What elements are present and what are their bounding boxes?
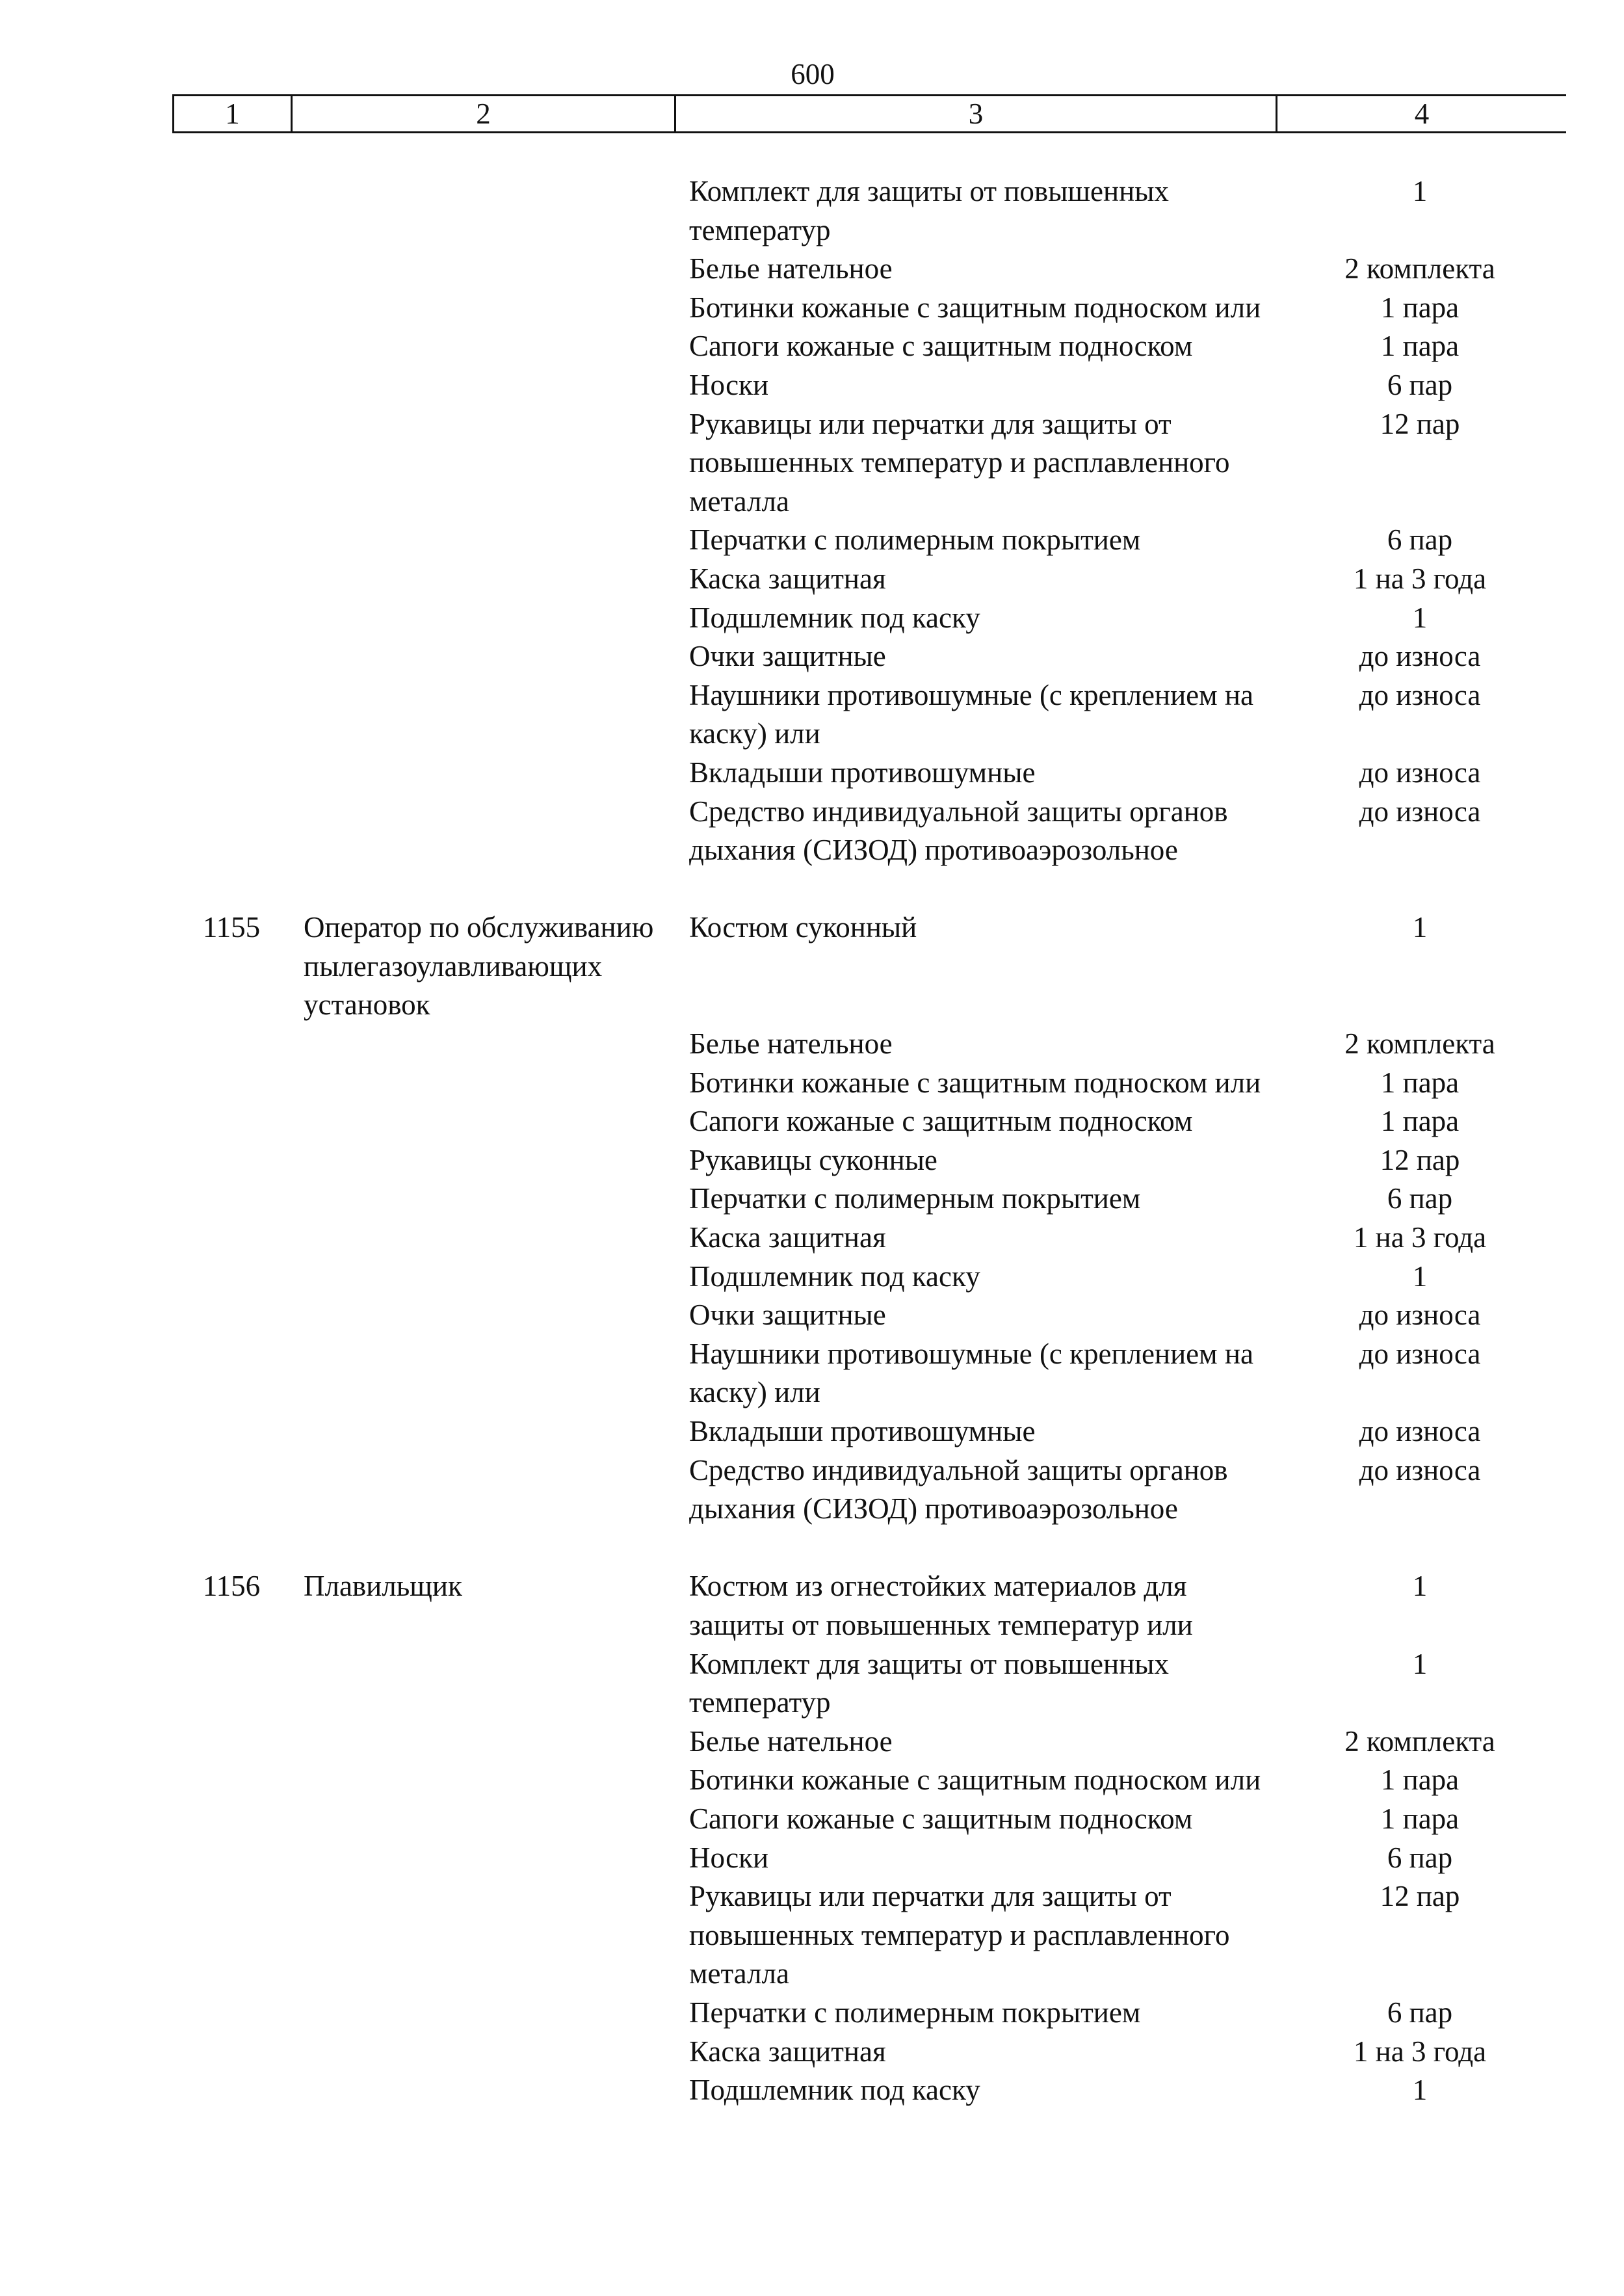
- table-row: [172, 1141, 1566, 1180]
- issue-norm: 2 комплекта: [1344, 252, 1495, 285]
- table-row: [172, 1877, 1566, 1994]
- table-row: [172, 1761, 1566, 1800]
- table-row: [172, 521, 1566, 560]
- ppe-item: Очки защитные: [689, 640, 886, 673]
- issue-norm: 12 пар: [1380, 1880, 1460, 1913]
- table-row: [172, 1102, 1566, 1141]
- issue-norm: 1 пара: [1380, 1763, 1460, 1797]
- ppe-item: Сапоги кожаные с защитным подноском: [689, 330, 1193, 363]
- ppe-item: Ботинки кожаные с защитным подноском или: [689, 291, 1261, 324]
- issue-norm: 2 комплекта: [1344, 1027, 1495, 1061]
- table-row: [172, 1722, 1566, 1762]
- issue-norm: 6 пар: [1387, 523, 1453, 557]
- issue-norm: до износа: [1359, 1453, 1481, 1486]
- issue-norm: до износа: [1359, 795, 1481, 828]
- table-row: [172, 250, 1566, 289]
- entry-number: 1155: [202, 911, 261, 944]
- issue-norm: до износа: [1359, 1299, 1481, 1332]
- issue-norm: 1 на 3 года: [1353, 562, 1487, 595]
- column-header-3: 3: [676, 96, 1277, 131]
- ppe-item: Белье нательное: [689, 1027, 893, 1061]
- ppe-item: Рукавицы или перчатки для защиты от повышенных температур и расплавленного металла: [689, 407, 1230, 518]
- table-row: [172, 327, 1566, 366]
- ppe-item: Костюм из огнестойких материалов для защиты от повышенных температур или: [689, 1570, 1193, 1641]
- table-row: [172, 1800, 1566, 1839]
- issue-norm: 12 пар: [1380, 407, 1460, 440]
- ppe-item: Костюм суконный: [689, 911, 917, 944]
- profession-name: Плавильщик: [304, 1570, 462, 1603]
- table-row: [172, 405, 1566, 521]
- ppe-item: Подшлемник под каску: [689, 601, 980, 634]
- ppe-item: Каска защитная: [689, 562, 886, 595]
- table-header: [172, 94, 1566, 133]
- issue-norm: 2 комплекта: [1344, 1724, 1495, 1758]
- issue-norm: до износа: [1359, 1337, 1481, 1370]
- issue-norm: до износа: [1359, 756, 1481, 789]
- issue-norm: 1 на 3 года: [1353, 2035, 1487, 2068]
- issue-norm: 1: [1412, 1647, 1428, 1680]
- table-row: [172, 1451, 1566, 1529]
- ppe-item: Сапоги кожаные с защитным подноском: [689, 1802, 1193, 1835]
- issue-norm: до износа: [1359, 1415, 1481, 1447]
- issue-norm: 12 пар: [1380, 1143, 1460, 1176]
- entry-number: 1156: [202, 1570, 261, 1603]
- issue-norm: 1: [1412, 175, 1428, 207]
- ppe-item: Очки защитные: [689, 1299, 886, 1332]
- ppe-item: Наушники противошумные (с креплением на каску) или: [689, 1337, 1253, 1409]
- ppe-item: Средство индивидуальной защиты органов дыхания (СИЗОД) противоаэрозольное: [689, 795, 1228, 867]
- issue-norm: 1 пара: [1380, 330, 1460, 363]
- table-row: [172, 2071, 1566, 2110]
- ppe-item: Подшлемник под каску: [689, 1260, 980, 1293]
- table-row: [172, 1064, 1566, 1103]
- table-row: [172, 908, 1566, 1025]
- ppe-item: Рукавицы суконные: [689, 1143, 937, 1176]
- table-row: [172, 1412, 1566, 1451]
- page-number: 600: [791, 58, 835, 90]
- table-row: [172, 1025, 1566, 1064]
- table-body: [172, 172, 1566, 2110]
- ppe-item: Перчатки с полимерным покрытием: [689, 523, 1141, 557]
- table-row: [172, 1335, 1566, 1412]
- issue-norm: 6 пар: [1387, 368, 1453, 401]
- ppe-item: Комплект для защиты от повышенных температур: [689, 175, 1169, 246]
- table-row: [172, 560, 1566, 599]
- ppe-item: Подшлемник под каску: [689, 2074, 980, 2107]
- table-row: [172, 1839, 1566, 1878]
- ppe-item: Перчатки с полимерным покрытием: [689, 1996, 1141, 2029]
- table-row: [172, 754, 1566, 793]
- ppe-item: Вкладыши противошумные: [689, 756, 1036, 789]
- ppe-item: Носки: [689, 1841, 769, 1874]
- issue-norm: 1 пара: [1380, 1105, 1460, 1138]
- issue-norm: 6 пар: [1387, 1996, 1453, 2029]
- ppe-item: Перчатки с полимерным покрытием: [689, 1182, 1141, 1215]
- table-row: [172, 366, 1566, 405]
- issue-norm: 1: [1412, 911, 1428, 944]
- issue-norm: 1: [1412, 601, 1428, 634]
- issue-norm: 1: [1412, 1260, 1428, 1293]
- ppe-item: Комплект для защиты от повышенных температур: [689, 1647, 1169, 1719]
- column-header-4: 4: [1414, 98, 1430, 130]
- ppe-item: Ботинки кожаные с защитным подноском или: [689, 1066, 1261, 1099]
- table-row: [172, 599, 1566, 638]
- issue-norm: 1 пара: [1380, 1802, 1460, 1835]
- issue-norm: 1 пара: [1380, 1066, 1460, 1099]
- ppe-item: Сапоги кожаные с защитным подноском: [689, 1105, 1193, 1138]
- table-row: [172, 289, 1566, 328]
- ppe-item: Вкладыши противошумные: [689, 1415, 1036, 1447]
- ppe-item: Белье нательное: [689, 252, 893, 285]
- issue-norm: 6 пар: [1387, 1182, 1453, 1215]
- table-row: [172, 172, 1566, 250]
- column-header-1: 1: [174, 96, 293, 131]
- column-header-2: 2: [293, 96, 676, 131]
- issue-norm: 1 пара: [1380, 291, 1460, 324]
- ppe-item: Каска защитная: [689, 1221, 886, 1254]
- issue-norm: до износа: [1359, 678, 1481, 711]
- issue-norm: 1: [1412, 2074, 1428, 2107]
- issue-norm: 1: [1412, 1570, 1428, 1603]
- table-row: [172, 1994, 1566, 2033]
- table-row: [172, 1219, 1566, 1258]
- ppe-item: Носки: [689, 368, 769, 401]
- ppe-item: Ботинки кожаные с защитным подноском или: [689, 1763, 1261, 1797]
- table-row: [172, 676, 1566, 754]
- table-row: [172, 1567, 1566, 1644]
- issue-norm: до износа: [1359, 640, 1481, 673]
- ppe-item: Наушники противошумные (с креплением на каску) или: [689, 678, 1253, 750]
- table-row: [172, 1258, 1566, 1297]
- ppe-item: Белье нательное: [689, 1724, 893, 1758]
- table-row: [172, 2033, 1566, 2072]
- ppe-item: Каска защитная: [689, 2035, 886, 2068]
- profession-name: Оператор по обслуживанию пылегазоулавливающих установок: [304, 911, 654, 1022]
- table-row: [172, 793, 1566, 870]
- ppe-item: Средство индивидуальной защиты органов дыхания (СИЗОД) противоаэрозольное: [689, 1453, 1228, 1525]
- table-row: [172, 1180, 1566, 1219]
- ppe-item: Рукавицы или перчатки для защиты от повышенных температур и расплавленного металла: [689, 1880, 1230, 1990]
- issue-norm: 6 пар: [1387, 1841, 1453, 1874]
- issue-norm: 1 на 3 года: [1353, 1221, 1487, 1254]
- table-row: [172, 637, 1566, 676]
- table-row: [172, 1645, 1566, 1722]
- table-row: [172, 1296, 1566, 1335]
